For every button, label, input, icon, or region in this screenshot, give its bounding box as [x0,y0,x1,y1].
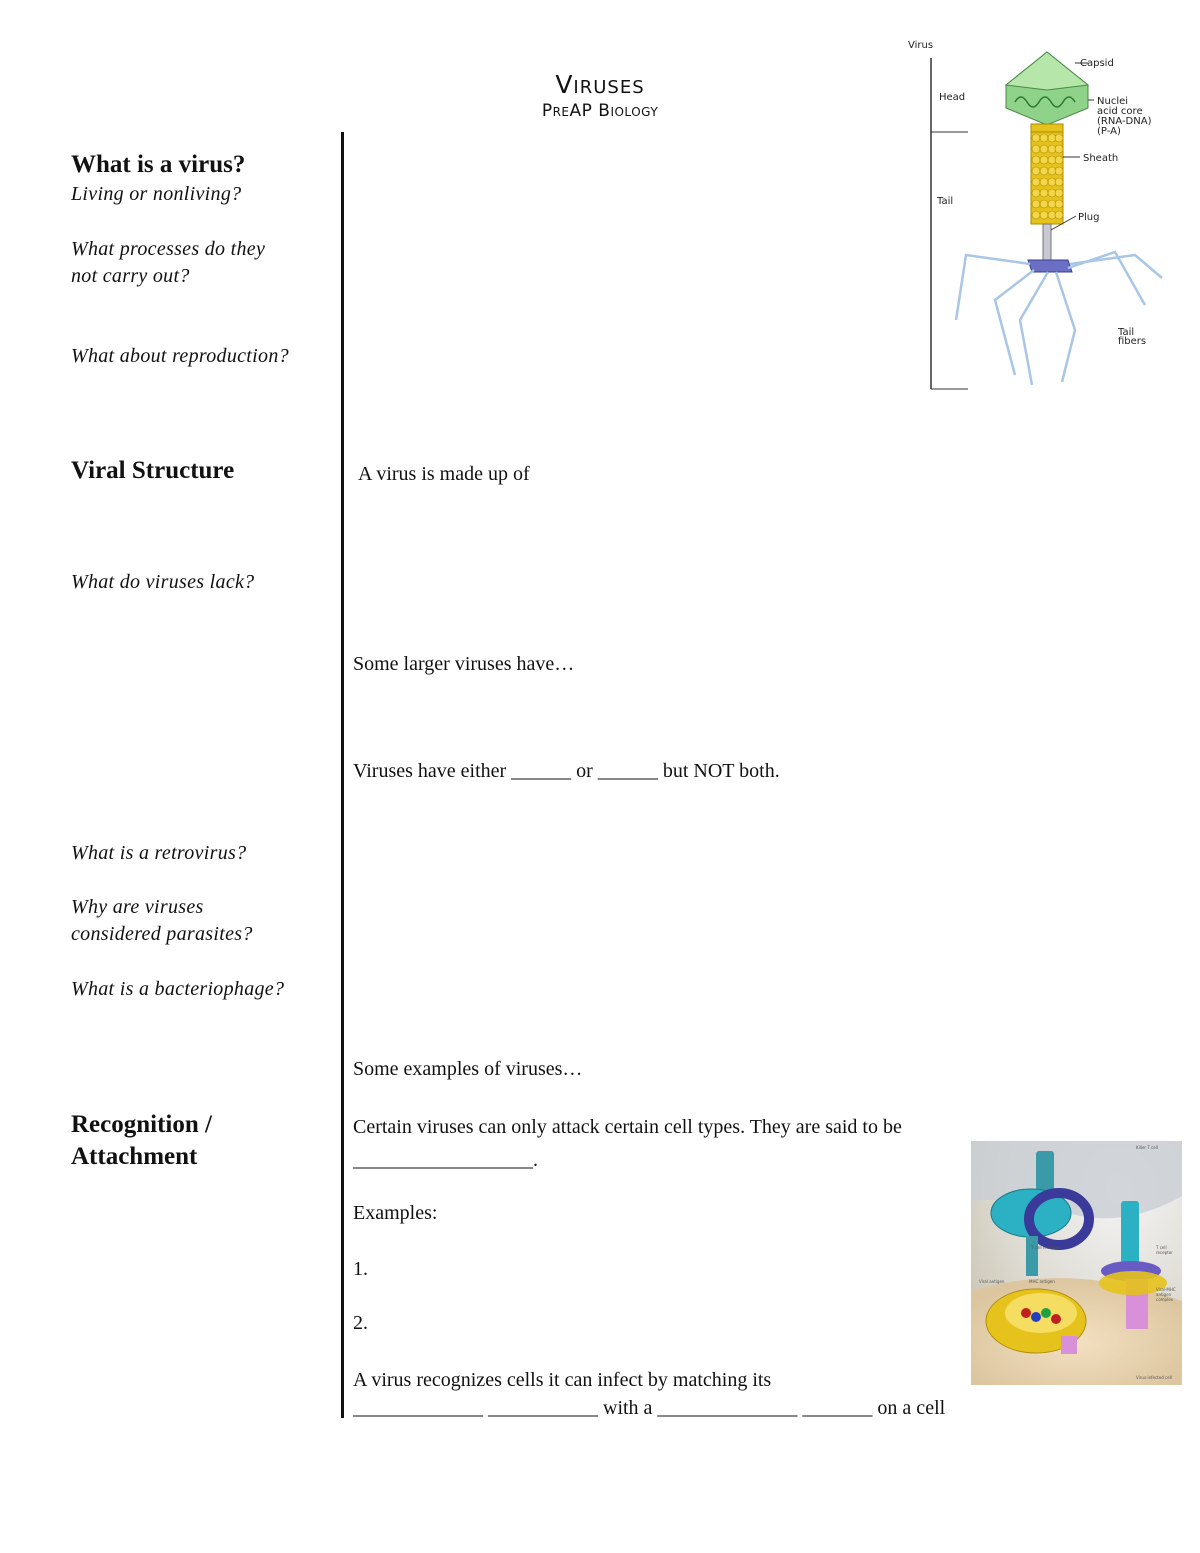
label-tail-fibers-2: fibers [1118,336,1147,347]
question-processes-line1: What processes do they [71,238,266,260]
heading-what-is-virus: What is a virus? [71,151,246,178]
label-nucleic-4: (P-A) [1097,126,1121,137]
svg-text:T cell: T cell [1156,1245,1167,1250]
sheath-beads [1031,132,1063,224]
receptor-illustration [971,1141,1182,1385]
label-tail-fibers-1: Tail [1118,327,1135,338]
svg-text:receptor: receptor [1156,1250,1173,1255]
label-plug: Plug [1078,212,1100,223]
question-lack: What do viruses lack? [71,571,255,593]
text-either: Viruses have either ______ or ______ but NOT both. [353,760,780,782]
svg-text:complex: complex [1156,1297,1173,1302]
text-recognizes-line1: A virus recognizes cells it can infect by matching its [353,1369,772,1391]
page-subtitle: PreAP Biology [541,101,659,121]
question-parasites-line2: considered parasites? [71,923,253,945]
text-examples-of-viruses: Some examples of viruses… [353,1058,583,1080]
svg-text:antigen: antigen [1156,1292,1172,1297]
column-divider [341,132,344,1418]
heading-viral-structure: Viral Structure [71,457,235,484]
receptor-illustration-svg [971,1141,1182,1385]
label-nucleic-1: Nuclei [1097,96,1129,107]
text-recognizes-line2: _____________ ___________ with a ______________ _______ on a cell [353,1397,946,1419]
question-bacteriophage: What is a bacteriophage? [71,978,285,1000]
svg-text:Viral antigen: Viral antigen [979,1279,1005,1284]
heading-recognition-line1: Recognition / [71,1111,212,1138]
list-item-2: 2. [353,1312,368,1334]
svg-text:Virus-infected cell: Virus-infected cell [1136,1375,1172,1380]
bacteriophage-svg [900,30,1170,400]
bacteriophage-diagram [900,30,1170,400]
question-living: Living or nonliving? [71,183,242,205]
text-larger-viruses: Some larger viruses have… [353,653,575,675]
svg-text:Killer T cell: Killer T cell [1136,1145,1158,1150]
text-examples-label: Examples: [353,1202,438,1224]
page-title: Viruses [555,70,645,99]
question-parasites-line1: Why are viruses [71,896,204,918]
label-tail: Tail [937,196,954,207]
list-item-1: 1. [353,1258,368,1280]
label-sheath: Sheath [1083,153,1119,164]
question-reproduction: What about reproduction? [71,345,289,367]
svg-text:T cell receptor: T cell receptor [1031,1245,1060,1250]
label-capsid: Capsid [1080,58,1114,69]
question-processes-line2: not carry out? [71,265,190,287]
text-certain-line2: __________________. [353,1149,538,1171]
text-made-up-of: A virus is made up of [358,463,530,485]
svg-text:MHC antigen: MHC antigen [1029,1279,1055,1284]
text-certain-line1: Certain viruses can only attack certain cell types. They are said to be [353,1116,902,1138]
label-virus: Virus [908,40,934,51]
label-nucleic-3: (RNA-DNA) [1097,116,1152,127]
heading-recognition-line2: Attachment [71,1143,198,1170]
label-head: Head [939,92,966,103]
question-retrovirus: What is a retrovirus? [71,842,247,864]
label-nucleic-2: acid core [1097,106,1143,117]
svg-text:Viral-MHC: Viral-MHC [1156,1287,1176,1292]
